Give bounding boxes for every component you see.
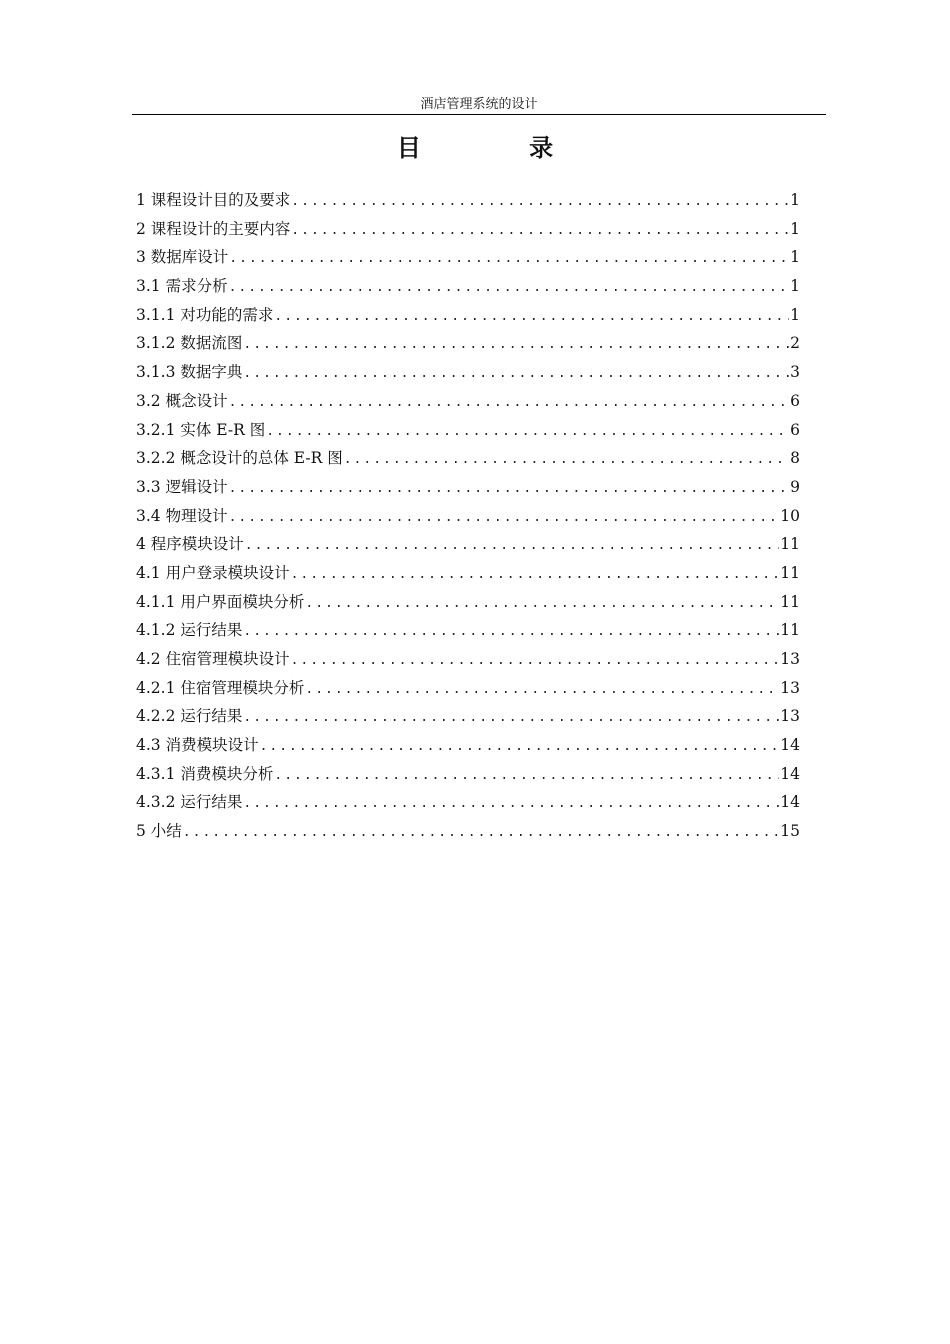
toc-entry[interactable] (136, 645, 800, 674)
toc-entry-label: 4.2.1 住宿管理模块分析 (136, 678, 305, 697)
toc-entry-label: 3 数据库设计 (136, 248, 229, 267)
toc-dot-leader (291, 647, 780, 676)
toc-dot-leader (305, 590, 779, 619)
toc-dot-leader (183, 819, 779, 848)
toc-entry[interactable] (136, 416, 800, 445)
toc-entry[interactable] (136, 215, 800, 244)
toc-entry-page-number: 1 (790, 305, 800, 324)
toc-entry-label: 4.1.1 用户界面模块分析 (136, 592, 305, 611)
toc-entry[interactable] (136, 788, 800, 817)
toc-dot-leader (229, 389, 790, 418)
toc-dot-leader (266, 418, 789, 447)
toc-dot-leader (291, 188, 789, 217)
toc-entry[interactable] (136, 358, 800, 387)
toc-entry-label: 3.1 需求分析 (136, 277, 228, 296)
toc-entry-page-number: 11 (780, 563, 800, 582)
toc-entry[interactable] (136, 588, 800, 617)
page-header (132, 96, 826, 115)
toc-dot-leader (245, 532, 779, 561)
toc-dot-leader (305, 676, 779, 705)
toc-entry-label: 3.4 物理设计 (136, 506, 228, 525)
toc-dot-leader (229, 475, 790, 504)
table-of-contents (136, 186, 800, 846)
toc-entry-label: 4.1.2 运行结果 (136, 621, 243, 640)
toc-entry-label: 1 课程设计目的及要求 (136, 191, 291, 209)
toc-entry-label: 5 小结 (136, 822, 182, 841)
toc-entry-page-number: 11 (780, 621, 800, 640)
toc-entry-page-number: 1 (790, 277, 800, 296)
toc-entry-page-number: 1 (790, 219, 800, 238)
toc-dot-leader (243, 790, 779, 819)
toc-dot-leader (291, 217, 789, 246)
toc-dot-leader (274, 303, 789, 332)
toc-entry-label: 3.2.1 实体 E-R 图 (136, 420, 266, 439)
toc-entry-label: 4.1 用户登录模块设计 (136, 563, 290, 582)
toc-dot-leader (260, 733, 780, 762)
toc-entry[interactable] (136, 559, 800, 588)
toc-entry-page-number: 9 (790, 477, 800, 496)
toc-entry[interactable] (136, 702, 800, 731)
toc-dot-leader (229, 245, 789, 274)
toc-entry[interactable] (136, 760, 800, 789)
toc-dot-leader (243, 360, 789, 389)
toc-entry-page-number: 2 (790, 334, 800, 353)
toc-dot-leader (229, 504, 780, 533)
toc-entry[interactable] (136, 674, 800, 703)
toc-entry-page-number: 10 (780, 506, 800, 525)
toc-entry-label: 3.3 逻辑设计 (136, 477, 228, 496)
toc-entry[interactable] (136, 387, 800, 416)
toc-entry-label: 4 程序模块设计 (136, 535, 244, 554)
toc-dot-leader (229, 274, 790, 303)
toc-entry-label: 4.3.2 运行结果 (136, 793, 243, 812)
toc-entry[interactable] (136, 329, 800, 358)
toc-entry-page-number: 6 (790, 391, 800, 410)
toc-entry-page-number: 15 (780, 822, 800, 841)
toc-dot-leader (291, 561, 780, 590)
toc-entry-page-number: 13 (780, 678, 800, 697)
toc-entry[interactable] (136, 502, 800, 531)
toc-entry[interactable] (136, 186, 800, 215)
toc-entry[interactable] (136, 444, 800, 473)
toc-dot-leader (243, 704, 779, 733)
toc-entry-label: 3.2.2 概念设计的总体 E-R 图 (136, 449, 343, 468)
toc-entry-label: 4.3.1 消费模块分析 (136, 764, 274, 783)
toc-entry-label: 3.1.3 数据字典 (136, 363, 243, 382)
toc-entry-page-number: 14 (780, 793, 800, 812)
toc-entry[interactable] (136, 243, 800, 272)
toc-dot-leader (243, 618, 779, 647)
toc-dot-leader (274, 762, 779, 791)
toc-entry-label: 3.1.1 对功能的需求 (136, 305, 274, 324)
toc-entry-page-number: 14 (780, 736, 800, 755)
header-title: 酒店管理系统的设计 (420, 97, 538, 112)
toc-entry-page-number: 14 (780, 764, 800, 783)
toc-entry-label: 4.2 住宿管理模块设计 (136, 650, 290, 668)
toc-entry-page-number: 8 (790, 449, 800, 468)
toc-entry-label: 2 课程设计的主要内容 (136, 219, 291, 238)
toc-entry-page-number: 13 (780, 650, 800, 668)
toc-entry[interactable] (136, 301, 800, 330)
toc-entry[interactable] (136, 530, 800, 559)
toc-dot-leader (344, 446, 789, 475)
toc-entry-page-number: 1 (790, 248, 800, 267)
toc-entry-label: 3.1.2 数据流图 (136, 334, 243, 353)
toc-dot-leader (243, 331, 789, 360)
toc-entry[interactable] (136, 616, 800, 645)
toc-entry-label: 4.3 消费模块设计 (136, 736, 259, 755)
toc-entry[interactable] (136, 272, 800, 301)
toc-entry[interactable] (136, 473, 800, 502)
toc-entry-page-number: 11 (780, 592, 800, 611)
toc-entry-page-number: 3 (790, 363, 800, 382)
toc-title: 目 录 (396, 134, 604, 162)
toc-entry[interactable] (136, 817, 800, 846)
toc-entry-page-number: 11 (780, 535, 800, 554)
toc-entry[interactable] (136, 731, 800, 760)
toc-entry-label: 4.2.2 运行结果 (136, 707, 243, 726)
toc-entry-label: 3.2 概念设计 (136, 391, 228, 410)
toc-entry-page-number: 1 (790, 191, 800, 209)
toc-entry-page-number: 13 (780, 707, 800, 726)
toc-entry-page-number: 6 (790, 420, 800, 439)
